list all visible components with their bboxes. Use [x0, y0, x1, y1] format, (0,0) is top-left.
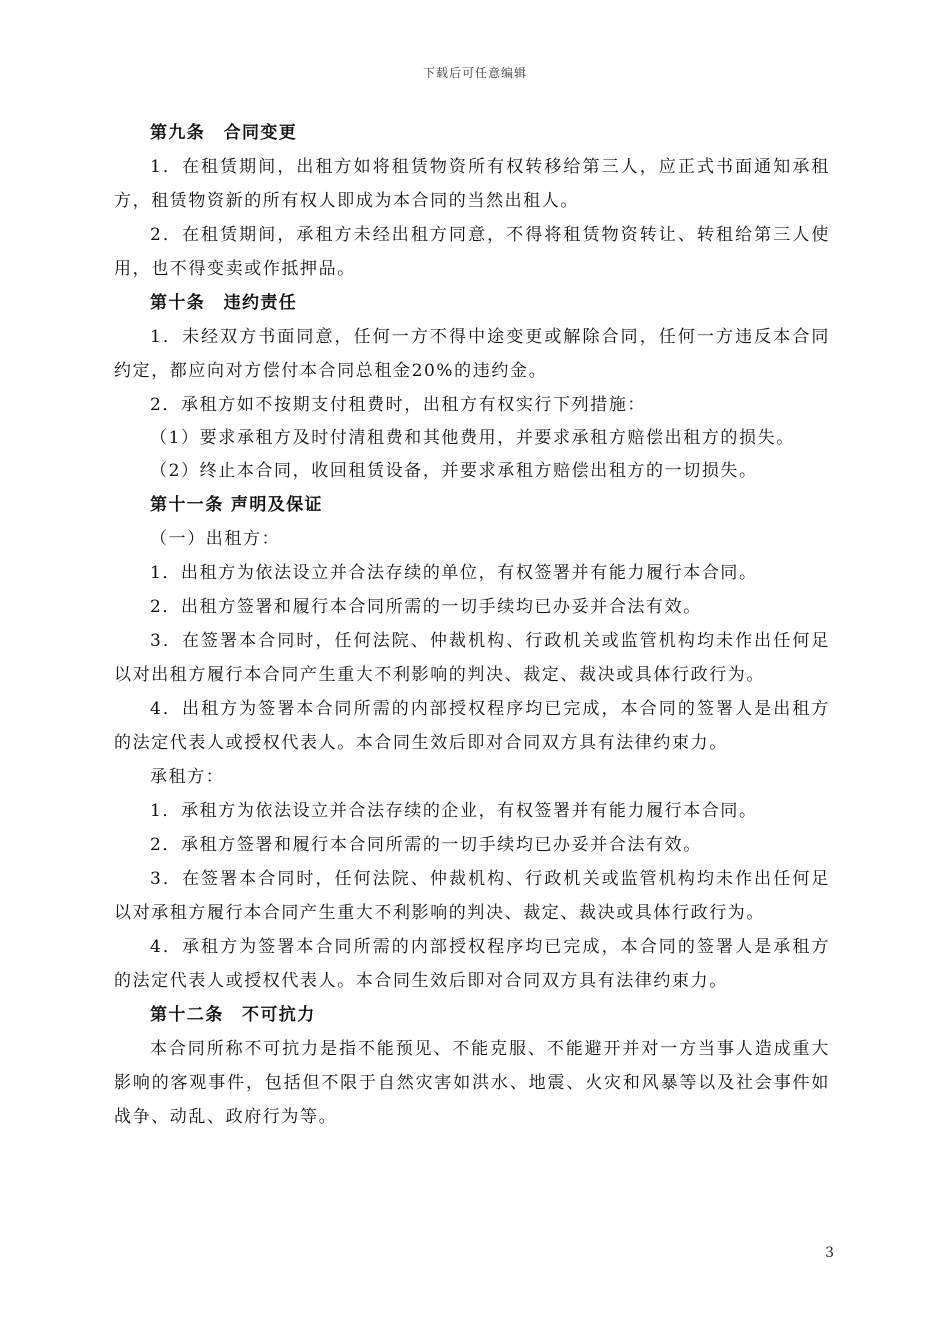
article-11-lessor-clause-4: 4．出租方为签署本合同所需的内部授权程序均已完成，本合同的签署人是出租方的法定代表人或授权代表人。本合同生效后即对合同双方具有法律约束力。 — [114, 699, 830, 753]
article-10-clause-1: 1．未经双方书面同意，任何一方不得中途变更或解除合同，任何一方违反本合同约定，都应向对方偿付本合同总租金20%的违约金。 — [114, 327, 830, 381]
article-12-definition: 本合同所称不可抗力是指不能预见、不能克服、不能避开并对一方当事人造成重大影响的客观事件，包括但不限于自然灾害如洪水、地震、火灾和风暴等以及社会事件如战争、动乱、政府行为等。 — [114, 1039, 830, 1127]
article-11-lessee-subheading: 承租方： — [150, 767, 225, 787]
article-11-heading: 第十一条 声明及保证 — [150, 495, 323, 515]
document-body — [114, 116, 830, 1134]
article-10-clause-2: 2．承租方如不按期支付租费时，出租方有权实行下列措施： — [150, 395, 647, 415]
article-11-lessee-clause-2: 2．承租方签署和履行本合同所需的一切手续均已办妥并合法有效。 — [150, 835, 702, 855]
article-10-heading: 第十条 违约责任 — [150, 293, 298, 313]
article-9-clause-1: 1．在租赁期间，出租方如将租赁物资所有权转移给第三人，应正式书面通知承租方，租赁物资新的所有权人即成为本合同的当然出租人。 — [114, 157, 830, 211]
article-11-lessor-clause-2: 2．出租方签署和履行本合同所需的一切手续均已办妥并合法有效。 — [150, 597, 702, 617]
article-11-lessor-clause-1: 1．出租方为依法设立并合法存续的单位，有权签署并有能力履行本合同。 — [150, 563, 758, 583]
article-11-lessor-subheading: （一）出租方： — [150, 529, 281, 549]
page-header: 下载后可任意编辑 — [422, 66, 527, 80]
article-10-clause-2-item-2: （2）终止本合同，收回租赁设备，并要求承租方赔偿出租方的一切损失。 — [150, 461, 758, 481]
article-11-lessee-clause-1: 1．承租方为依法设立并合法存续的企业，有权签署并有能力履行本合同。 — [150, 801, 758, 821]
article-11-lessee-clause-4: 4．承租方为签署本合同所需的内部授权程序均已完成，本合同的签署人是承租方的法定代表人或授权代表人。本合同生效后即对合同双方具有法律约束力。 — [114, 937, 830, 991]
article-12-heading: 第十二条 不可抗力 — [150, 1005, 316, 1025]
page-number: 3 — [825, 1245, 834, 1261]
article-9-heading: 第九条 合同变更 — [150, 123, 298, 143]
article-11-lessor-clause-3: 3．在签署本合同时，任何法院、仲裁机构、行政机关或监管机构均未作出任何足以对出租方履行本合同产生重大不利影响的判决、裁定、裁决或具体行政行为。 — [114, 631, 830, 685]
article-11-lessee-clause-3: 3．在签署本合同时，任何法院、仲裁机构、行政机关或监管机构均未作出任何足以对承租方履行本合同产生重大不利影响的判决、裁定、裁决或具体行政行为。 — [114, 869, 830, 923]
article-10-clause-2-item-1: （1）要求承租方及时付清租费和其他费用，并要求承租方赔偿出租方的损失。 — [150, 428, 795, 448]
article-9-clause-2: 2．在租赁期间，承租方未经出租方同意，不得将租赁物资转让、转租给第三人使用，也不得变卖或作抵押品。 — [114, 225, 830, 279]
